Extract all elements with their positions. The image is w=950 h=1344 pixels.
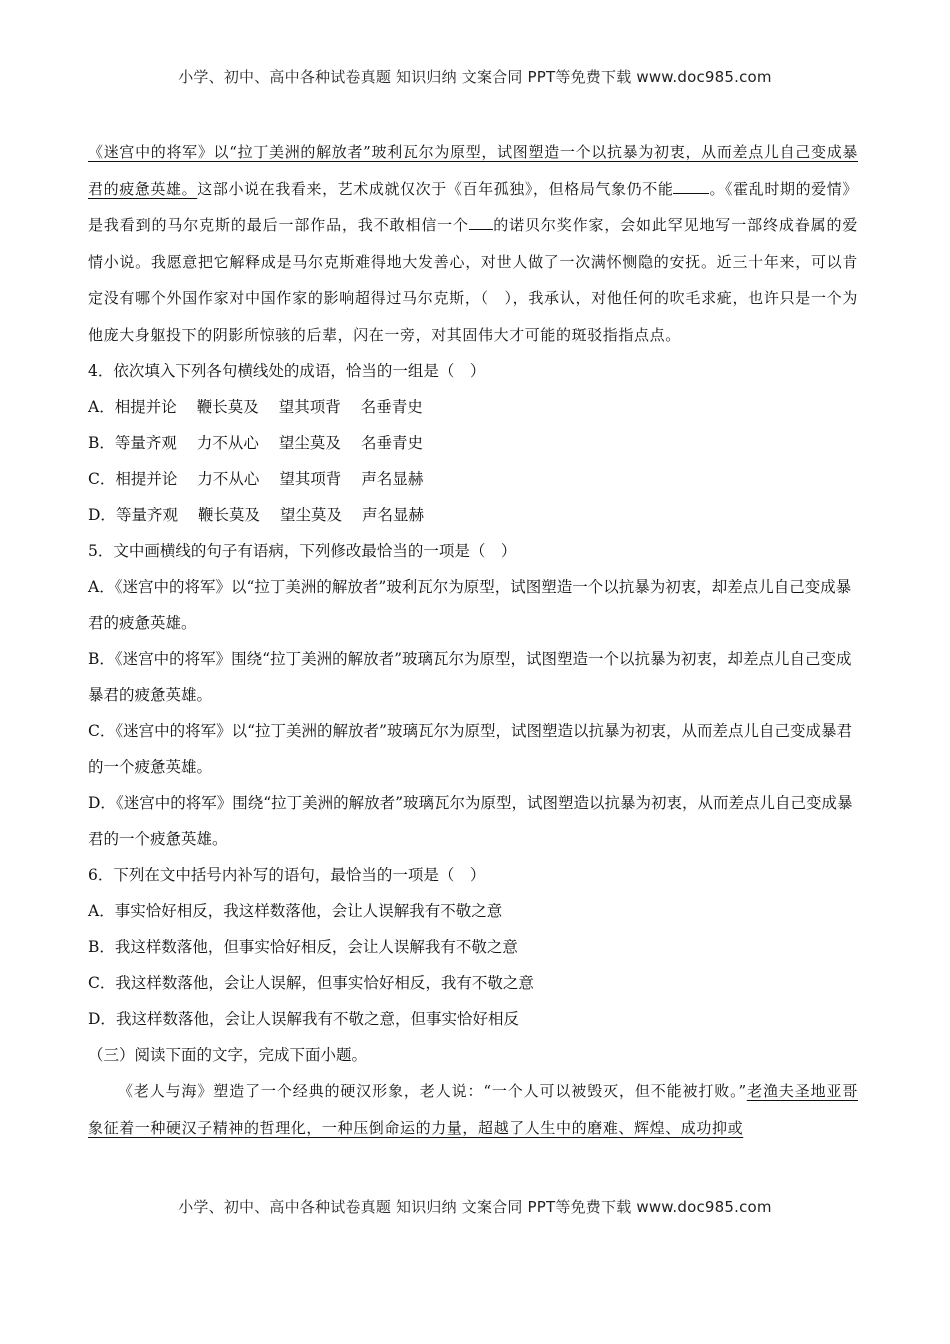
option-word: 力不从心 xyxy=(197,470,260,488)
question-6-option-a xyxy=(88,893,858,929)
passage-paragraph xyxy=(88,134,858,353)
question-4-stem: 4．依次填入下列各句横线处的成语，恰当的一组是（ ） xyxy=(88,362,486,380)
question-4-option-c xyxy=(88,461,858,497)
underlined-sentence: 《迷宫中的将军》以“拉丁美洲的解放者”玻利瓦尔为原型，试图塑造一个以抗暴为初衷，从而差点儿自己变成暴君的疲惫英雄。 xyxy=(88,143,858,198)
option-label: B． xyxy=(88,434,115,452)
header-banner: 小学、初中、高中各种试卷真题 知识归纳 文案合同 PPT等免费下载 www.doc985.com xyxy=(178,68,772,86)
question-6-stem: 6．下列在文中括号内补写的语句，最恰当的一项是（ ） xyxy=(88,866,486,884)
question-5-option-b xyxy=(88,641,858,713)
question-6-option-c xyxy=(88,965,858,1001)
option-text: 《迷宫中的将军》以“拉丁美洲的解放者”玻利瓦尔为原型，试图塑造一个以抗暴为初衷，却差点儿自己变成暴君的疲惫英雄。 xyxy=(88,578,852,632)
question-5-stem: 5．文中画横线的句子有语病，下列修改最恰当的一项是（ ） xyxy=(88,542,517,560)
passage-text-2: 。《霍乱时期的爱情》是我看到的马尔克斯的最后一部作品，我不敢相信一个 xyxy=(88,179,858,234)
option-word: 鞭长莫及 xyxy=(197,506,260,524)
option-text: 事实恰好相反，我这样数落他，会让人误解我有不敬之意 xyxy=(114,902,503,920)
option-text: 《迷宫中的将军》围绕“拉丁美洲的解放者”玻璃瓦尔为原型，试图塑造一个以抗暴为初衷，却差点儿自己变成暴君的疲惫英雄。 xyxy=(88,650,852,704)
question-5-option-c xyxy=(88,713,858,785)
option-word: 等量齐观 xyxy=(115,506,178,524)
option-word: 望其项背 xyxy=(278,398,341,416)
option-label: B． xyxy=(88,938,115,956)
option-text: 我这样数落他，会让人误解我有不敬之意，但事实恰好相反 xyxy=(115,1010,519,1028)
option-label: B． xyxy=(88,650,115,668)
footer-banner: 小学、初中、高中各种试卷真题 知识归纳 文案合同 PPT等免费下载 www.doc985.com xyxy=(178,1198,772,1216)
option-word: 声名显赫 xyxy=(361,506,424,524)
option-label: A． xyxy=(88,902,115,920)
option-word: 望尘莫及 xyxy=(278,434,341,452)
passage-text-1: 这部小说在我看来，艺术成就仅次于《百年孤独》，但格局气象仍不能 xyxy=(197,179,674,198)
option-text: 我这样数落他，会让人误解，但事实恰好相反，我有不敬之意 xyxy=(115,974,534,992)
option-label: D． xyxy=(88,1010,116,1028)
option-label: D． xyxy=(88,506,116,524)
option-word: 力不从心 xyxy=(196,434,259,452)
option-word: 相提并论 xyxy=(115,470,178,488)
option-text: 《迷宫中的将军》以“拉丁美洲的解放者”玻璃瓦尔为原型，试图塑造以抗暴为初衷，从而差点儿自己变成暴君的一个疲惫英雄。 xyxy=(88,722,852,776)
passage-text-3: 的诺贝尔奖作家，会如此罕见地写一部终成眷属的爱情小说。我愿意把它解释成是马尔克斯难得地大发善心，对世人做了一次满怀恻隐的安抚。近三十年来，可以肯定没有哪个外国作家对中国作家的影响超得过马尔克斯，（ ），我承认，对他任何的吹毛求疵，也许只是一个为他庞大身躯投下的阴影所惊骇的后辈，闪在一旁，对其固伟大才可能的斑驳指指点点。 xyxy=(88,216,858,344)
option-label: C． xyxy=(88,470,116,488)
option-text: 《迷宫中的将军》围绕“拉丁美洲的解放者”玻璃瓦尔为原型，试图塑造以抗暴为初衷，从而差点儿自己变成暴君的一个疲惫英雄。 xyxy=(88,794,853,848)
question-4-option-b xyxy=(88,425,858,461)
question-4-option-a xyxy=(88,389,858,425)
option-label: C． xyxy=(88,974,116,992)
blank-line-1 xyxy=(673,179,709,194)
option-word: 等量齐观 xyxy=(114,434,177,452)
question-4-option-d xyxy=(88,497,858,533)
document-body xyxy=(88,134,858,1146)
option-word: 望其项背 xyxy=(279,470,342,488)
option-word: 名垂青史 xyxy=(360,434,423,452)
blank-line-2 xyxy=(469,215,493,230)
question-5-option-d xyxy=(88,785,858,857)
option-word: 望尘莫及 xyxy=(279,506,342,524)
option-label: D． xyxy=(88,794,116,812)
question-5-option-a xyxy=(88,569,858,641)
option-label: A． xyxy=(88,578,115,596)
underlined-sentence-2: 老渔夫圣地亚哥象征着一种硬汉子精神的哲理化，一种压倒命运的力量，超越了人生中的磨难、辉煌、成功抑或 xyxy=(88,1082,858,1137)
option-label: A． xyxy=(88,398,115,416)
question-6-option-b xyxy=(88,929,858,965)
option-label: C． xyxy=(88,722,116,740)
option-word: 名垂青史 xyxy=(360,398,423,416)
option-text: 我这样数落他，但事实恰好相反，会让人误解我有不敬之意 xyxy=(114,938,518,956)
option-word: 声名显赫 xyxy=(361,470,424,488)
section-3-text: 《老人与海》塑造了一个经典的硬汉形象，老人说：“一个人可以被毁灭，但不能被打败。” xyxy=(118,1082,747,1100)
section-3-heading: （三）阅读下面的文字，完成下面小题。 xyxy=(88,1046,368,1064)
option-word: 鞭长莫及 xyxy=(196,398,259,416)
question-6-option-d xyxy=(88,1001,858,1037)
option-word: 相提并论 xyxy=(114,398,177,416)
section-3-passage xyxy=(88,1073,858,1146)
